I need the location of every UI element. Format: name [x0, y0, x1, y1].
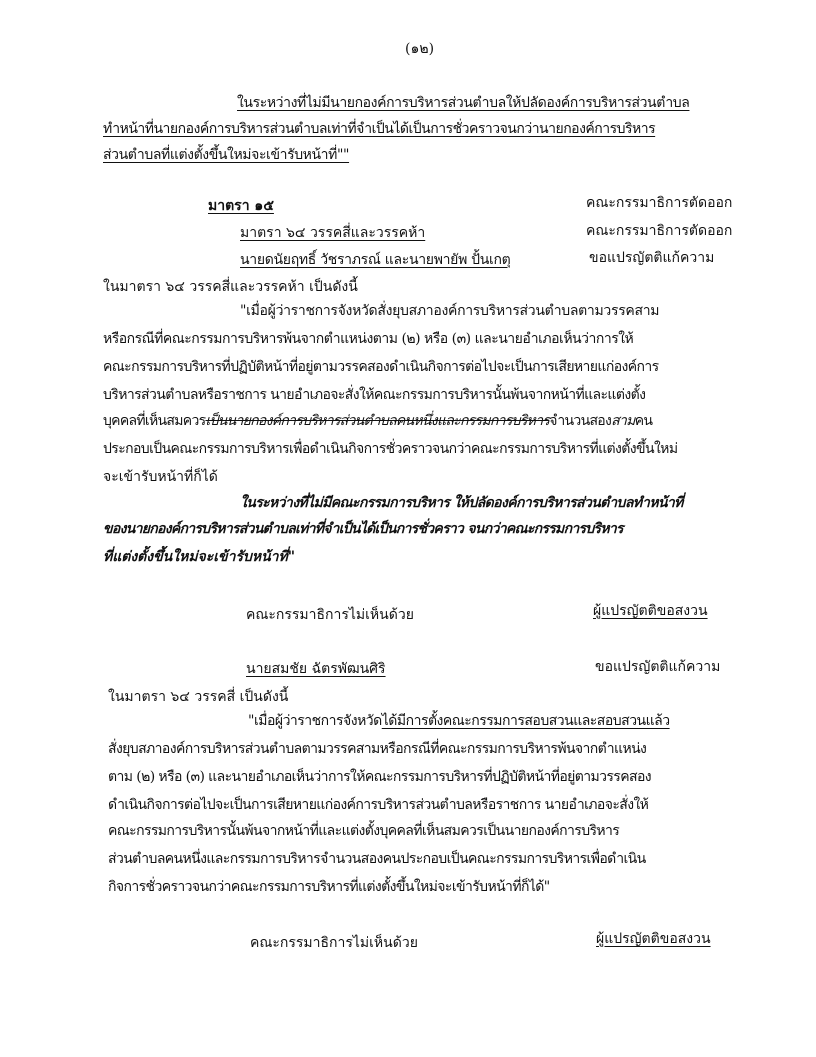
amend2-proposer: นายสมชัย ฉัตรพัฒนศิริ: [246, 661, 386, 677]
page-number: (๑๒): [405, 41, 435, 57]
amend1-line-5-count: จำนวนสอง: [549, 413, 612, 429]
amend1-line-9: ของนายกองค์การบริหารส่วนตำบลเท่าที่จำเป็นได้เป็นการชั่วคราว จนกว่าคณะกรรมการบริหาร: [103, 521, 623, 537]
amend1-line-10: ที่แต่งตั้งขึ้นใหม่จะเข้ารับหน้าที่": [103, 549, 296, 565]
amend1-line-4: บริหารส่วนตำบลหรือราชการ นายอำเภอจะสั่งให้คณะกรรมการบริหารนั้นพ้นจากหน้าที่และแต่งตั้ง: [103, 387, 646, 403]
amend1-line-3: คณะกรรมการบริหารที่ปฏิบัติหน้าที่อยู่ตามวรรคสองดำเนินกิจการต่อไปจะเป็นการเสียหายแก่องค์การ: [103, 359, 659, 375]
amend2-lead: ในมาตรา ๖๔ วรรคสี่ เป็นดังนี้: [108, 689, 289, 705]
committee-decision-1: คณะกรรมาธิการไม่เห็นด้วย: [246, 607, 414, 623]
intro-line-3: ส่วนตำบลที่แต่งตั้งขึ้นใหม่จะเข้ารับหน้าที่"": [103, 147, 350, 163]
section-heading-note: คณะกรรมาธิการตัดออก: [586, 195, 733, 211]
proposer-names: นายดนัยฤทธิ์ วัชราภรณ์ และนายพายัพ ปั้นเกตุ: [240, 252, 511, 268]
amend1-lead: ในมาตรา ๖๔ วรรคสี่และวรรคห้า เป็นดังนี้: [103, 279, 358, 295]
section-heading: มาตรา ๑๕: [208, 198, 274, 214]
amend2-line-4: ดำเนินกิจการต่อไปจะเป็นการเสียหายแก่องค์การบริหารส่วนตำบลหรือราชการ นายอำเภอจะสั่งให้: [108, 797, 649, 813]
amend2-line-5: คณะกรรมการบริหารนั้นพ้นจากหน้าที่และแต่งตั้งบุคคลที่เห็นสมควรเป็นนายกองค์การบริหาร: [108, 823, 620, 839]
inserted-text: ได้มีการตั้งคณะกรรมการสอบสวนและสอบสวนแล้ว: [381, 713, 670, 729]
reservation-2: ผู้แปรญัตติขอสงวน: [596, 931, 711, 947]
section-sub-note: คณะกรรมาธิการตัดออก: [586, 223, 733, 239]
amend2-line-6: ส่วนตำบลคนหนึ่งและกรรมการบริหารจำนวนสองคนประกอบเป็นคณะกรรมการบริหารเพื่อดำเนิน: [108, 851, 646, 867]
amend1-line-2: หรือกรณีที่คณะกรรมการบริหารพ้นจากตำแหน่งตาม (๒) หรือ (๓) และนายอำเภอเห็นว่าการให้: [103, 331, 634, 347]
intro-line-2: ทำหน้าที่นายกองค์การบริหารส่วนตำบลเท่าที่จำเป็นได้เป็นการชั่วคราวจนกว่านายกองค์การบริหาร: [103, 121, 656, 137]
amend2-line-1-start: "เมื่อผู้ว่าราชการจังหวัด: [248, 713, 382, 729]
committee-decision-2: คณะกรรมาธิการไม่เห็นด้วย: [250, 935, 418, 951]
amend1-line-1: "เมื่อผู้ว่าราชการจังหวัดสั่งยุบสภาองค์การบริหารส่วนตำบลตามวรรคสาม: [240, 303, 660, 319]
deleted-text-2: สาม: [611, 413, 635, 429]
reservation-1: ผู้แปรญัตติขอสงวน: [593, 603, 708, 619]
amend2-proposer-note: ขอแปรญัตติแก้ความ: [595, 659, 721, 675]
section-sub-heading: มาตรา ๖๔ วรรคสี่และวรรคห้า: [240, 225, 426, 241]
amend2-line-7: กิจการชั่วคราวจนกว่าคณะกรรมการบริหารที่แต่งตั้งขึ้นใหม่จะเข้ารับหน้าที่ก็ได้": [108, 879, 550, 895]
amend1-line-5-start: บุคคลที่เห็นสมควร: [103, 413, 206, 429]
amend2-line-3: ตาม (๒) หรือ (๓) และนายอำเภอเห็นว่าการให้คณะกรรมการบริหารที่ปฏิบัติหน้าที่อยู่ตามวรรคสอง: [108, 769, 651, 785]
amend1-line-8: ในระหว่างที่ไม่มีคณะกรรมการบริหาร ให้ปลัดองค์การบริหารส่วนตำบลทำหน้าที่: [240, 495, 683, 511]
amend1-line-6: ประกอบเป็นคณะกรรมการบริหารเพื่อดำเนินกิจการชั่วคราวจนกว่าคณะกรรมการบริหารที่แต่งตั้งขึ้นใหม่: [103, 441, 678, 457]
proposer-note: ขอแปรญัตติแก้ความ: [589, 250, 715, 266]
amend1-line-5: [103, 410, 652, 432]
amend2-line-2: สั่งยุบสภาองค์การบริหารส่วนตำบลตามวรรคสามหรือกรณีที่คณะกรรมการบริหารพ้นจากตำแหน่ง: [108, 741, 647, 757]
deleted-text: เป็นนายกองค์การบริหารส่วนตำบลคนหนึ่งและกรรมการบริหาร: [205, 413, 550, 429]
amend1-line-7: จะเข้ารับหน้าที่ก็ได้: [103, 469, 218, 485]
amend2-line-1: [248, 710, 670, 732]
amend1-line-5-end: คน: [634, 413, 653, 429]
intro-line-1: ในระหว่างที่ไม่มีนายกองค์การบริหารส่วนตำบลให้ปลัดองค์การบริหารส่วนตำบล: [237, 95, 690, 111]
